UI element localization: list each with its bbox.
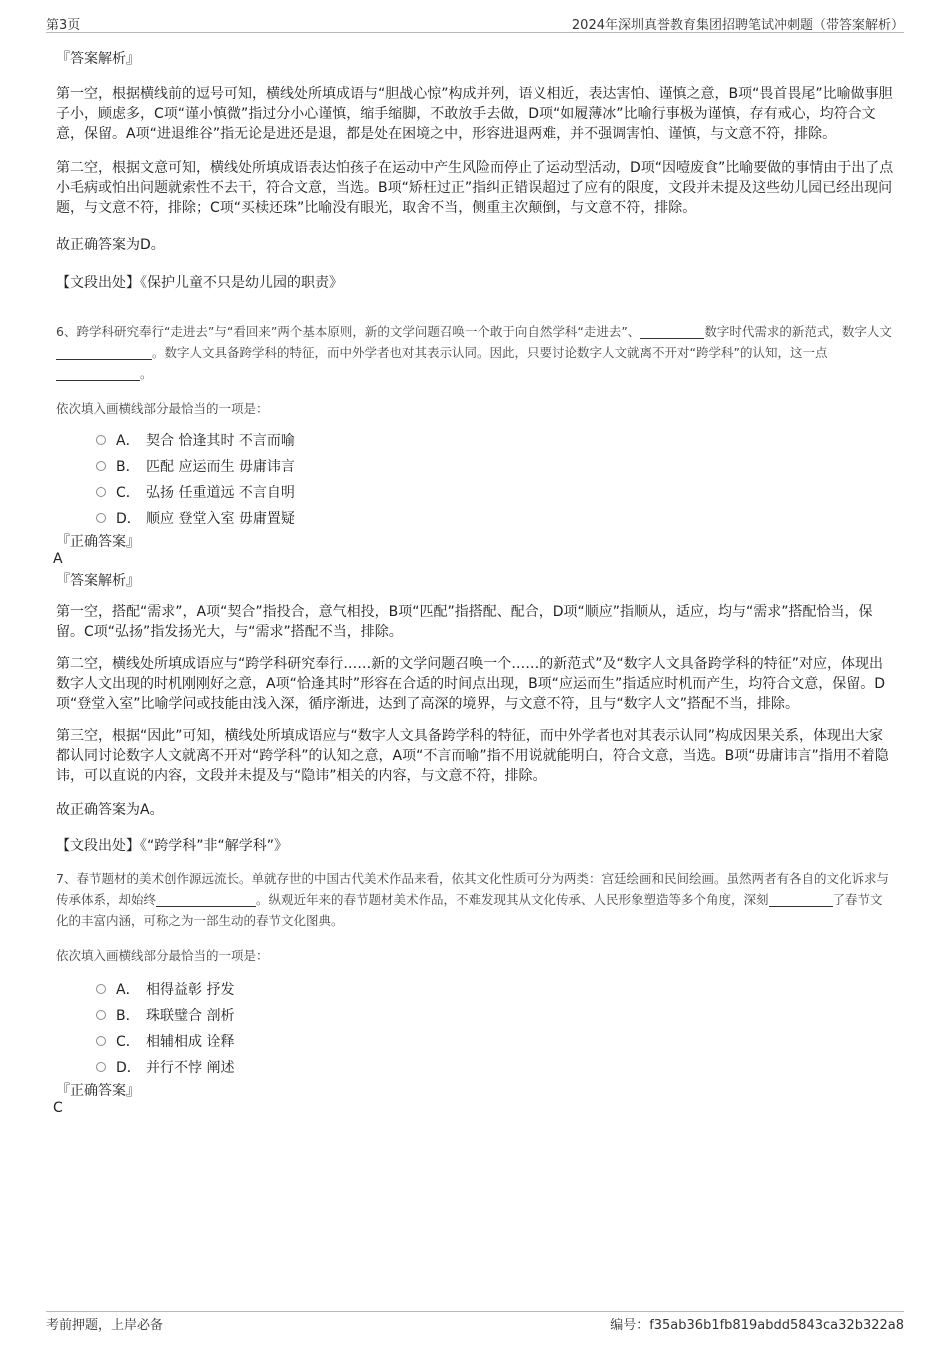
q6-option-b[interactable]: B． 匹配 应运而生 毋庸讳言 [56, 453, 894, 479]
q6-analysis-p2: 第二空，横线处所填成语应与“跨学科研究奉行……新的文学问题召唤一个……的新范式”及“数字人文具备跨学科的特征”对应，体现出数字人文出现的时机刚刚好之意，A项“恰逢其时”形容在合适的时间点出现，B项“应运而生”指适应时机而产生，均符合文意，保留。D项“登堂入室”比喻学问或技能由浅入深，循序渐进，达到了高深的境界，与文意不符，且与“数字人文”搭配不当，排除。 [56, 656, 885, 712]
q7-prompt: 依次填入画横线部分最恰当的一项是： [56, 948, 269, 963]
header-divider [46, 32, 904, 33]
blank-3 [56, 366, 140, 381]
q7-option-d[interactable]: D． 并行不悖 阐述 [56, 1054, 894, 1080]
q6-analysis-p1: 第一空，搭配“需求”，A项“契合”指投合，意气相投，B项“匹配”指搭配、配合，D项“顺应”指顺从，适应，均与“需求”搭配恰当，保留。C项“弘扬”指发扬光大，与“需求”搭配不当，排除。 [56, 604, 873, 640]
radio-button[interactable] [96, 984, 106, 994]
document-code: 编号：f35ab36b1fb819abdd5843ca32b322a8 [610, 1318, 904, 1333]
radio-button[interactable] [96, 461, 106, 471]
q5-conclusion: 故正确答案为D。 [56, 237, 165, 253]
radio-button[interactable] [96, 1062, 106, 1072]
radio-button[interactable] [96, 513, 106, 523]
q6-question: 6、跨学科研究奉行“走进去”与“看回来”两个基本原则，新的文学问题召唤一个敢于向自然学科“走进去”、 数字时代需求的新范式，数字人文。数字人文具备跨学科的特征，而中外学者也对其表示认同。因此，只要讨论数字人文就离不开对“跨学科”的认知，这一点。 [56, 324, 892, 381]
q5-source: 【文段出处】《保护儿童不只是幼儿园的职责》 [56, 275, 343, 291]
blank-2 [56, 345, 152, 360]
q6-analysis-label: 『答案解析』 [56, 573, 140, 589]
q7-option-b[interactable]: B． 珠联璧合 剖析 [56, 1002, 894, 1028]
q7-option-c[interactable]: C． 相辅相成 诠释 [56, 1028, 894, 1054]
q6-options [56, 427, 894, 531]
q6-option-a[interactable]: A． 契合 恰逢其时 不言而喻 [56, 427, 894, 453]
q6-answer: A [53, 551, 63, 567]
blank-2 [769, 892, 833, 907]
radio-button[interactable] [96, 1036, 106, 1046]
q5-analysis-p2: 第二空，根据文意可知，横线处所填成语表达怕孩子在运动中产生风险而停止了运动型活动，D项“因噎废食”比喻要做的事情由于出了点小毛病或怕出问题就索性不去干，符合文意，当选。B项“矫枉过正”指纠正错误超过了应有的限度，文段并未提及这些幼儿园已经出现问题，与文意不符，排除；C项“买椟还珠”比喻没有眼光，取舍不当，侧重主次颠倒，与文意不符，排除。 [56, 160, 894, 216]
document-title: 2024年深圳真誉教育集团招聘笔试冲刺题（带答案解析） [571, 18, 904, 33]
q7-answer: C [53, 1100, 63, 1116]
q6-conclusion: 故正确答案为A。 [56, 802, 164, 818]
radio-button[interactable] [96, 435, 106, 445]
q6-prompt: 依次填入画横线部分最恰当的一项是： [56, 401, 269, 416]
footer-divider [46, 1311, 904, 1312]
page-header [0, 0, 950, 32]
q6-option-c[interactable]: C． 弘扬 任重道远 不言自明 [56, 479, 894, 505]
main-content [53, 40, 894, 1116]
q6-option-d[interactable]: D． 顺应 登堂入室 毋庸置疑 [56, 505, 894, 531]
q7-options [56, 976, 894, 1080]
q5-analysis-label: 『答案解析』 [56, 51, 140, 67]
q5-analysis-p1: 第一空，根据横线前的逗号可知，横线处所填成语与“胆战心惊”构成并列，语义相近，表达害怕、谨慎之意，B项“畏首畏尾”比喻做事胆子小，顾虑多，C项“谨小慎微”指过分小心谨慎，缩手缩脚，不敢放手去做，D项“如履薄冰”比喻行事极为谨慎，存有戒心，均符合文意，保留。A项“进退维谷”指无论是进还是退，都是处在困境之中，形容进退两难，并不强调害怕、谨慎，与文意不符，排除。 [56, 86, 893, 142]
q6-analysis-p3: 第三空，根据“因此”可知，横线处所填成语应与“数字人文具备跨学科的特征，而中外学者也对其表示认同”构成因果关系，体现出大家都认同讨论数字人文就离不开对“跨学科”的认知之意，A项“不言而喻”指不用说就能明白，符合文意，当选。B项“毋庸讳言”指用不着隐讳，可以直说的内容，文段并未提及与“隐讳”相关的内容，与文意不符，排除。 [56, 728, 889, 784]
footer-slogan: 考前押题，上岸必备 [46, 1318, 164, 1333]
page-number: 第3页 [46, 18, 81, 33]
q6-answer-label: 『正确答案』 [56, 534, 140, 550]
blank-1 [640, 324, 704, 339]
q7-answer-label: 『正确答案』 [56, 1083, 140, 1099]
blank-1 [156, 892, 256, 907]
radio-button[interactable] [96, 487, 106, 497]
q7-question: 7、春节题材的美术创作源远流长。单就存世的中国古代美术作品来看，依其文化性质可分为两类：宫廷绘画和民间绘画。虽然两者有各自的文化诉求与传承体系，却始终 。纵观近年来的春节题材美术作品，不难发现其从文化传承、人民形象塑造等多个角度，深刻 了春节文化的丰富内涵，可称之为一部生动的春节文化图典。 [56, 871, 889, 928]
q6-source: 【文段出处】《“跨学科”非“解学科”》 [56, 838, 289, 854]
radio-button[interactable] [96, 1010, 106, 1020]
q7-option-a[interactable]: A． 相得益彰 抒发 [56, 976, 894, 1002]
